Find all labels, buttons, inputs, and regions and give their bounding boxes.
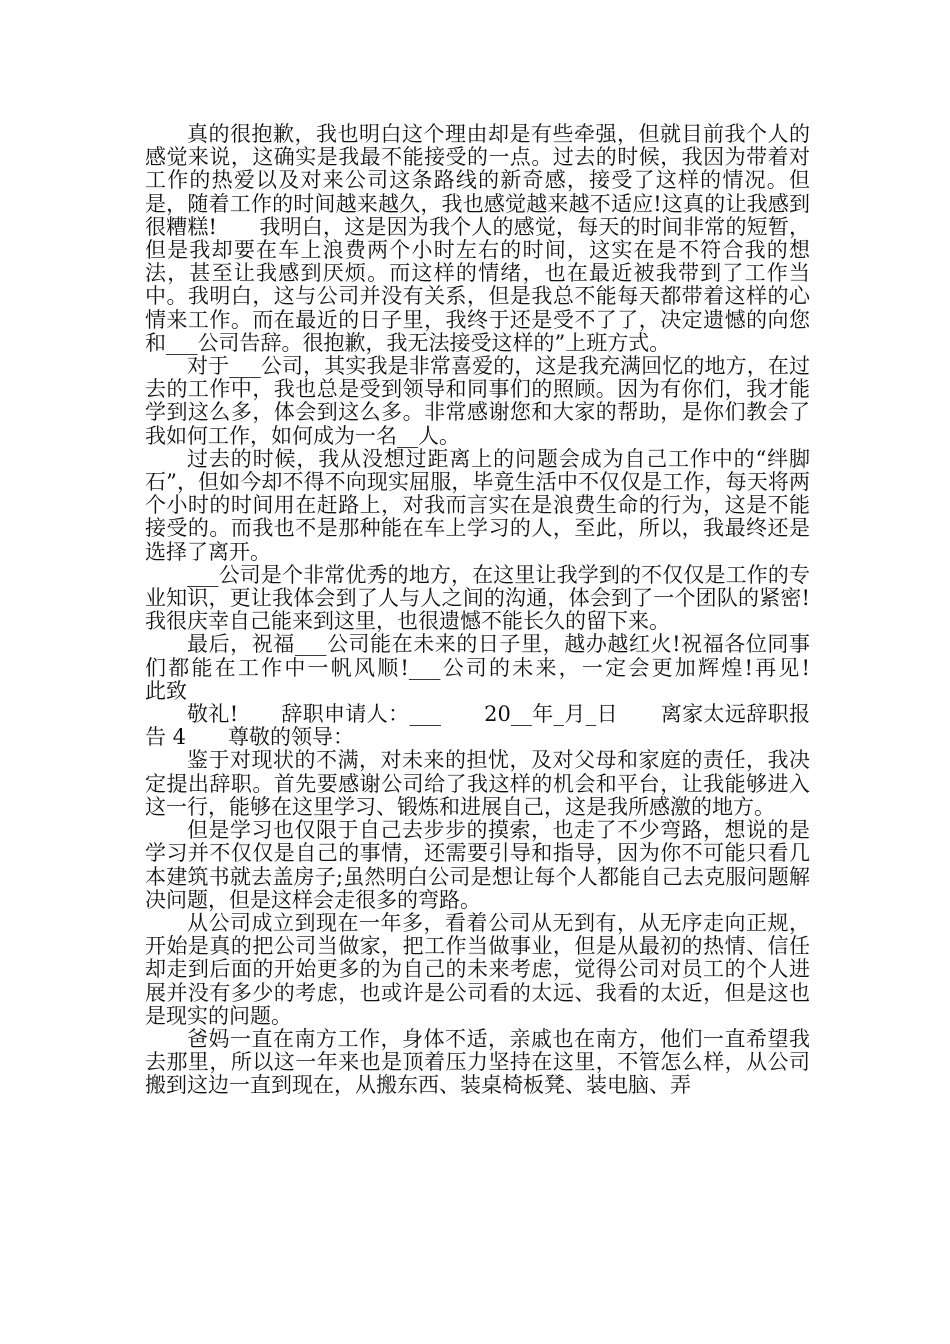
document-body — [145, 122, 852, 1098]
paragraph: 从公司成立到现在一年多，看着公司从无到有，从无序走向正规，开始是真的把公司当做家，把工作当做事业，但是从最初的热情、信任却走到后面的开始更多的为自己的未来考虑，觉得公司对员工的个人进展并没有多少的考虑，也或许是公司看的太远、我看的太近，但是这也是现实的问题。 — [145, 910, 810, 1028]
paragraph: 但是学习也仅限于自己去步步的摸索，也走了不少弯路，想说的是学习并不仅仅是自己的事情，还需要引导和指导，因为你不可能只看几本建筑书就去盖房子;虽然明白公司是想让每个人都能自己去克服问题解决问题，但是这样会走很多的弯路。 — [145, 818, 810, 912]
paragraph: ___公司是个非常优秀的地方，在这里让我学到的不仅仅是工作的专业知识，更让我体会到了人与人之间的沟通，体会到了一个团队的紧密!我很庆幸自己能来到这里，也很遗憾不能长久的留下来。 — [145, 562, 810, 634]
paragraph: 敬礼! 辞职申请人：___ 20__年_月_日 离家太远辞职报告 4 尊敬的领导： — [145, 702, 810, 750]
paragraph: 对于___公司，其实我是非常喜爱的，这是我充满回忆的地方，在过去的工作中，我也总是受到领导和同事们的照顾。因为有你们，我才能学到这么多，体会到这么多。非常感谢您和大家的帮助，是你们教会了我如何工作，如何成为一名__人。 — [145, 354, 810, 448]
paragraph: 过去的时候，我从没想过距离上的问题会成为自己工作中的“绊脚石”，但如今却不得不向现实屈服，毕竟生活中不仅仅是工作，每天将两个小时的时间用在赶路上，对我而言实在是浪费生命的行为，这是不能接受的。而我也不是那种能在车上学习的人，至此，所以，我最终还是选择了离开。 — [145, 446, 810, 564]
paragraph: 真的很抱歉，我也明白这个理由却是有些牵强，但就目前我个人的感觉来说，这确实是我最不能接受的一点。过去的时候，我因为带着对工作的热爱以及对来公司这条路线的新奇感，接受了这样的情况。但是，随着工作的时间越来越久，我也感觉越来越不适应!这真的让我感到很糟糕! 我明白，这是因为我个人的感觉，每天的时间非常的短暂，但是我却要在车上浪费两个小时左右的时间，这实在是不符合我的想法，甚至让我感到厌烦。而这样的情绪，也在最近被我带到了工作当中。我明白，这与公司并没有关系，但是我总不能每天都带着这样的心情来工作。而在最近的日子里，我终于还是受不了了，决定遗憾的向您和___公司告辞。很抱歉，我无法接受这样的”上班方式。 — [145, 122, 810, 355]
paragraph: 鉴于对现状的不满，对未来的担忧，及对父母和家庭的责任，我决定提出辞职。首先要感谢公司给了我这样的机会和平台，让我能够进入这一行，能够在这里学习、锻炼和进展自己，这是我所感激的地方。 — [145, 748, 810, 819]
paragraph: 爸妈一直在南方工作，身体不适，亲戚也在南方，他们一直希望我去那里，所以这一年来也是顶着压力坚持在这里，不管怎么样，从公司搬到这边一直到现在，从搬东西、装桌椅板凳、装电脑、弄 — [145, 1026, 810, 1098]
paragraph: 最后，祝福___公司能在未来的日子里，越办越红火!祝福各位同事们都能在工作中一帆风顺!___公司的未来，一定会更加辉煌!再见! 此致 — [145, 632, 852, 703]
